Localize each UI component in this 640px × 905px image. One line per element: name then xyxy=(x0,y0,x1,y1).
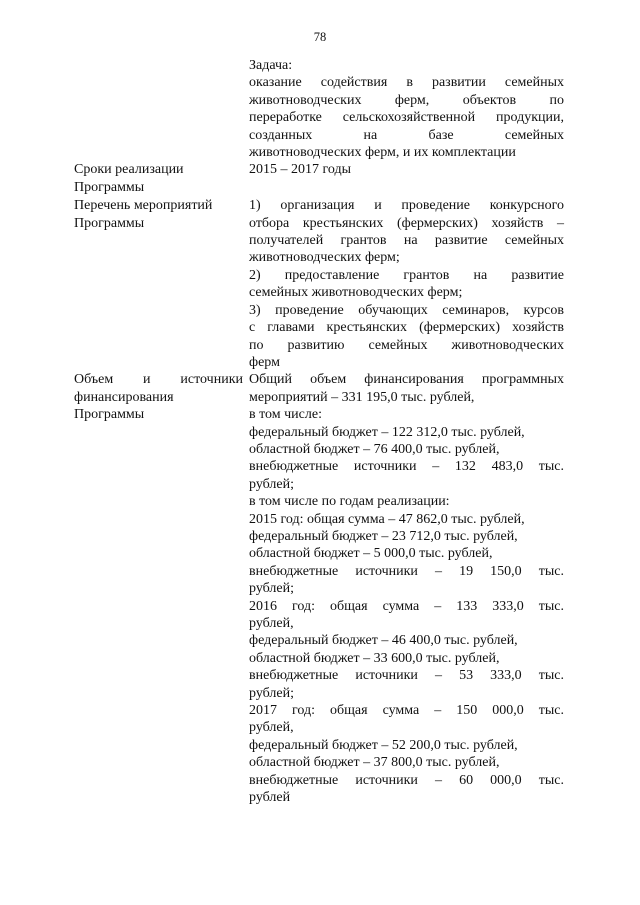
funding-line: Общий объем финансирования программных xyxy=(249,372,564,388)
terms-label-line: Сроки реализации xyxy=(74,162,184,178)
funding-line: рублей, xyxy=(249,616,294,631)
terms-label-line: Программы xyxy=(74,179,145,195)
activities-label-line: Перечень мероприятий xyxy=(74,198,213,214)
funding-line: федеральный бюджет – 52 200,0 тыс. рублей, xyxy=(249,737,518,753)
activity-line: 1) организация и проведение конкурсного xyxy=(249,198,564,214)
activity-line: получателей грантов на развитие семейных xyxy=(249,233,564,249)
funding-line: рублей; xyxy=(249,476,294,492)
funding-value xyxy=(249,371,564,806)
funding-label-line: финансирования xyxy=(74,389,174,405)
task-line: созданных на базе семейных xyxy=(249,127,564,143)
funding-line: внебюджетные источники – 53 333,0 тыс. xyxy=(249,668,564,684)
activities-label-line: Программы xyxy=(74,215,145,231)
activity-line: ферм xyxy=(249,354,280,370)
terms-label xyxy=(74,161,249,196)
funding-line: внебюджетные источники – 60 000,0 тыс. xyxy=(249,772,564,788)
funding-line: рублей xyxy=(249,790,291,806)
funding-line: в том числе по годам реализации: xyxy=(249,494,450,510)
funding-line: 2016 год: общая сумма – 133 333,0 тыс. xyxy=(249,598,564,614)
funding-line: областной бюджет – 33 600,0 тыс. рублей, xyxy=(249,650,500,666)
passport-table xyxy=(74,57,564,806)
activity-line: отбора крестьянских (фермерских) хозяйств – xyxy=(249,215,564,231)
page-number: 78 xyxy=(313,30,327,44)
funding-line: 2017 год: общая сумма – 150 000,0 тыс. xyxy=(249,703,564,719)
funding-line: рублей; xyxy=(249,685,294,701)
funding-label-line: Объем и источники xyxy=(74,372,243,388)
funding-line: федеральный бюджет – 46 400,0 тыс. рублей, xyxy=(249,633,518,649)
funding-line: в том числе: xyxy=(249,407,322,423)
activities-value xyxy=(249,197,564,371)
activity-line: 2) предоставление грантов на развитие xyxy=(249,267,564,283)
funding-line: внебюджетные источники – 19 150,0 тыс. xyxy=(249,563,564,579)
activity-line: семейных животноводческих ферм; xyxy=(249,285,463,301)
funding-line: областной бюджет – 37 800,0 тыс. рублей, xyxy=(249,755,500,771)
task-value xyxy=(249,57,564,161)
funding-line: рублей; xyxy=(249,581,294,597)
funding-row xyxy=(74,371,564,806)
task-line: переработке сельскохозяйственной продукции, xyxy=(249,110,564,126)
task-heading: Задача: xyxy=(249,58,293,73)
activity-line: по развитию семейных животноводческих xyxy=(249,337,564,353)
activity-line: животноводческих ферм; xyxy=(249,250,400,266)
activity-line: 3) проведение обучающих семинаров, курсов xyxy=(249,302,564,318)
funding-line: 2015 год: общая сумма – 47 862,0 тыс. рублей, xyxy=(249,511,525,527)
terms-value-text: 2015 – 2017 годы xyxy=(249,162,352,178)
activities-row xyxy=(74,197,564,371)
funding-line: рублей, xyxy=(249,720,294,736)
task-line: оказание содействия в развитии семейных xyxy=(249,75,564,91)
terms-value xyxy=(249,161,564,178)
task-row xyxy=(74,57,564,161)
funding-label xyxy=(74,371,249,423)
funding-line: областной бюджет – 76 400,0 тыс. рублей, xyxy=(249,441,500,457)
task-line: животноводческих ферм, и их комплектации xyxy=(249,145,516,161)
funding-line: федеральный бюджет – 122 312,0 тыс. рублей, xyxy=(249,424,525,440)
funding-line: внебюджетные источники – 132 483,0 тыс. xyxy=(249,459,564,475)
funding-line: мероприятий – 331 195,0 тыс. рублей, xyxy=(249,389,475,405)
terms-row xyxy=(74,161,564,196)
activity-line: с главами крестьянских (фермерских) хозяйств xyxy=(249,320,564,336)
funding-line: областной бюджет – 5 000,0 тыс. рублей, xyxy=(249,546,493,562)
funding-label-line: Программы xyxy=(74,407,145,423)
funding-line: федеральный бюджет – 23 712,0 тыс. рублей, xyxy=(249,528,518,544)
activities-label xyxy=(74,197,249,232)
task-line: животноводческих ферм, объектов по xyxy=(249,92,564,108)
